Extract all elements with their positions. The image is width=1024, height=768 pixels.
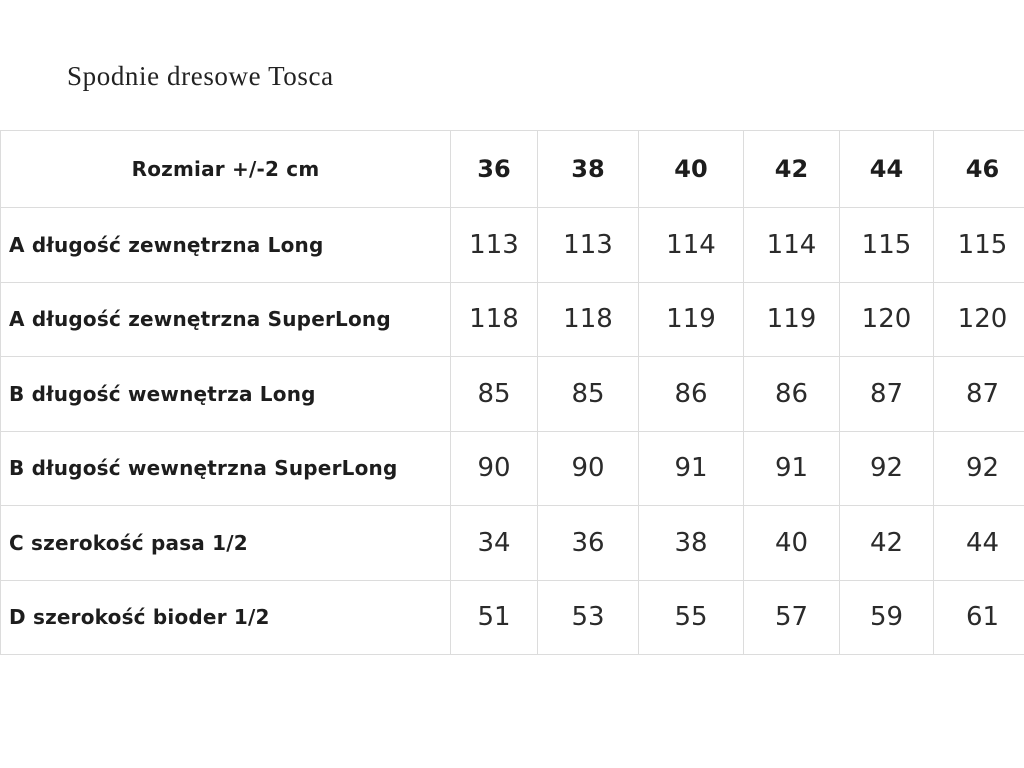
value-cell: 51 [451,580,538,655]
size-header-cell: 38 [538,131,639,208]
value-cell: 118 [451,282,538,357]
value-cell: 87 [840,357,934,432]
value-cell: 120 [934,282,1024,357]
size-header-cell: 40 [639,131,744,208]
value-cell: 91 [639,431,744,506]
value-cell: 113 [451,208,538,283]
value-cell: 53 [538,580,639,655]
table-row [1,357,1024,432]
value-cell: 85 [451,357,538,432]
value-cell: 38 [639,506,744,581]
value-cell: 115 [840,208,934,283]
value-cell: 61 [934,580,1024,655]
value-cell: 114 [639,208,744,283]
value-cell: 114 [744,208,840,283]
row-label-cell: C szerokość pasa 1/2 [1,506,451,581]
value-cell: 119 [639,282,744,357]
table-row [1,580,1024,655]
size-table-header-row [1,131,1024,208]
row-label-cell: D szerokość bioder 1/2 [1,580,451,655]
table-row [1,506,1024,581]
value-cell: 92 [934,431,1024,506]
page-title: Spodnie dresowe Tosca [67,61,334,91]
value-cell: 113 [538,208,639,283]
value-cell: 34 [451,506,538,581]
row-label-cell: A długość zewnętrzna Long [1,208,451,283]
size-header-cell: 42 [744,131,840,208]
value-cell: 115 [934,208,1024,283]
value-cell: 120 [840,282,934,357]
row-label-cell: A długość zewnętrzna SuperLong [1,282,451,357]
value-cell: 118 [538,282,639,357]
size-header-cell: 36 [451,131,538,208]
value-cell: 36 [538,506,639,581]
row-label-cell: B długość wewnętrza Long [1,357,451,432]
value-cell: 86 [639,357,744,432]
corner-header-cell: Rozmiar +/-2 cm [1,131,451,208]
value-cell: 91 [744,431,840,506]
value-cell: 55 [639,580,744,655]
size-header-cell: 44 [840,131,934,208]
value-cell: 90 [538,431,639,506]
value-cell: 44 [934,506,1024,581]
value-cell: 40 [744,506,840,581]
value-cell: 119 [744,282,840,357]
value-cell: 85 [538,357,639,432]
table-row [1,208,1024,283]
table-row [1,431,1024,506]
size-table [0,130,1024,655]
value-cell: 90 [451,431,538,506]
row-label-cell: B długość wewnętrzna SuperLong [1,431,451,506]
value-cell: 57 [744,580,840,655]
value-cell: 92 [840,431,934,506]
table-row [1,282,1024,357]
value-cell: 86 [744,357,840,432]
value-cell: 42 [840,506,934,581]
size-header-cell: 46 [934,131,1024,208]
value-cell: 87 [934,357,1024,432]
value-cell: 59 [840,580,934,655]
size-table-body [1,208,1024,655]
